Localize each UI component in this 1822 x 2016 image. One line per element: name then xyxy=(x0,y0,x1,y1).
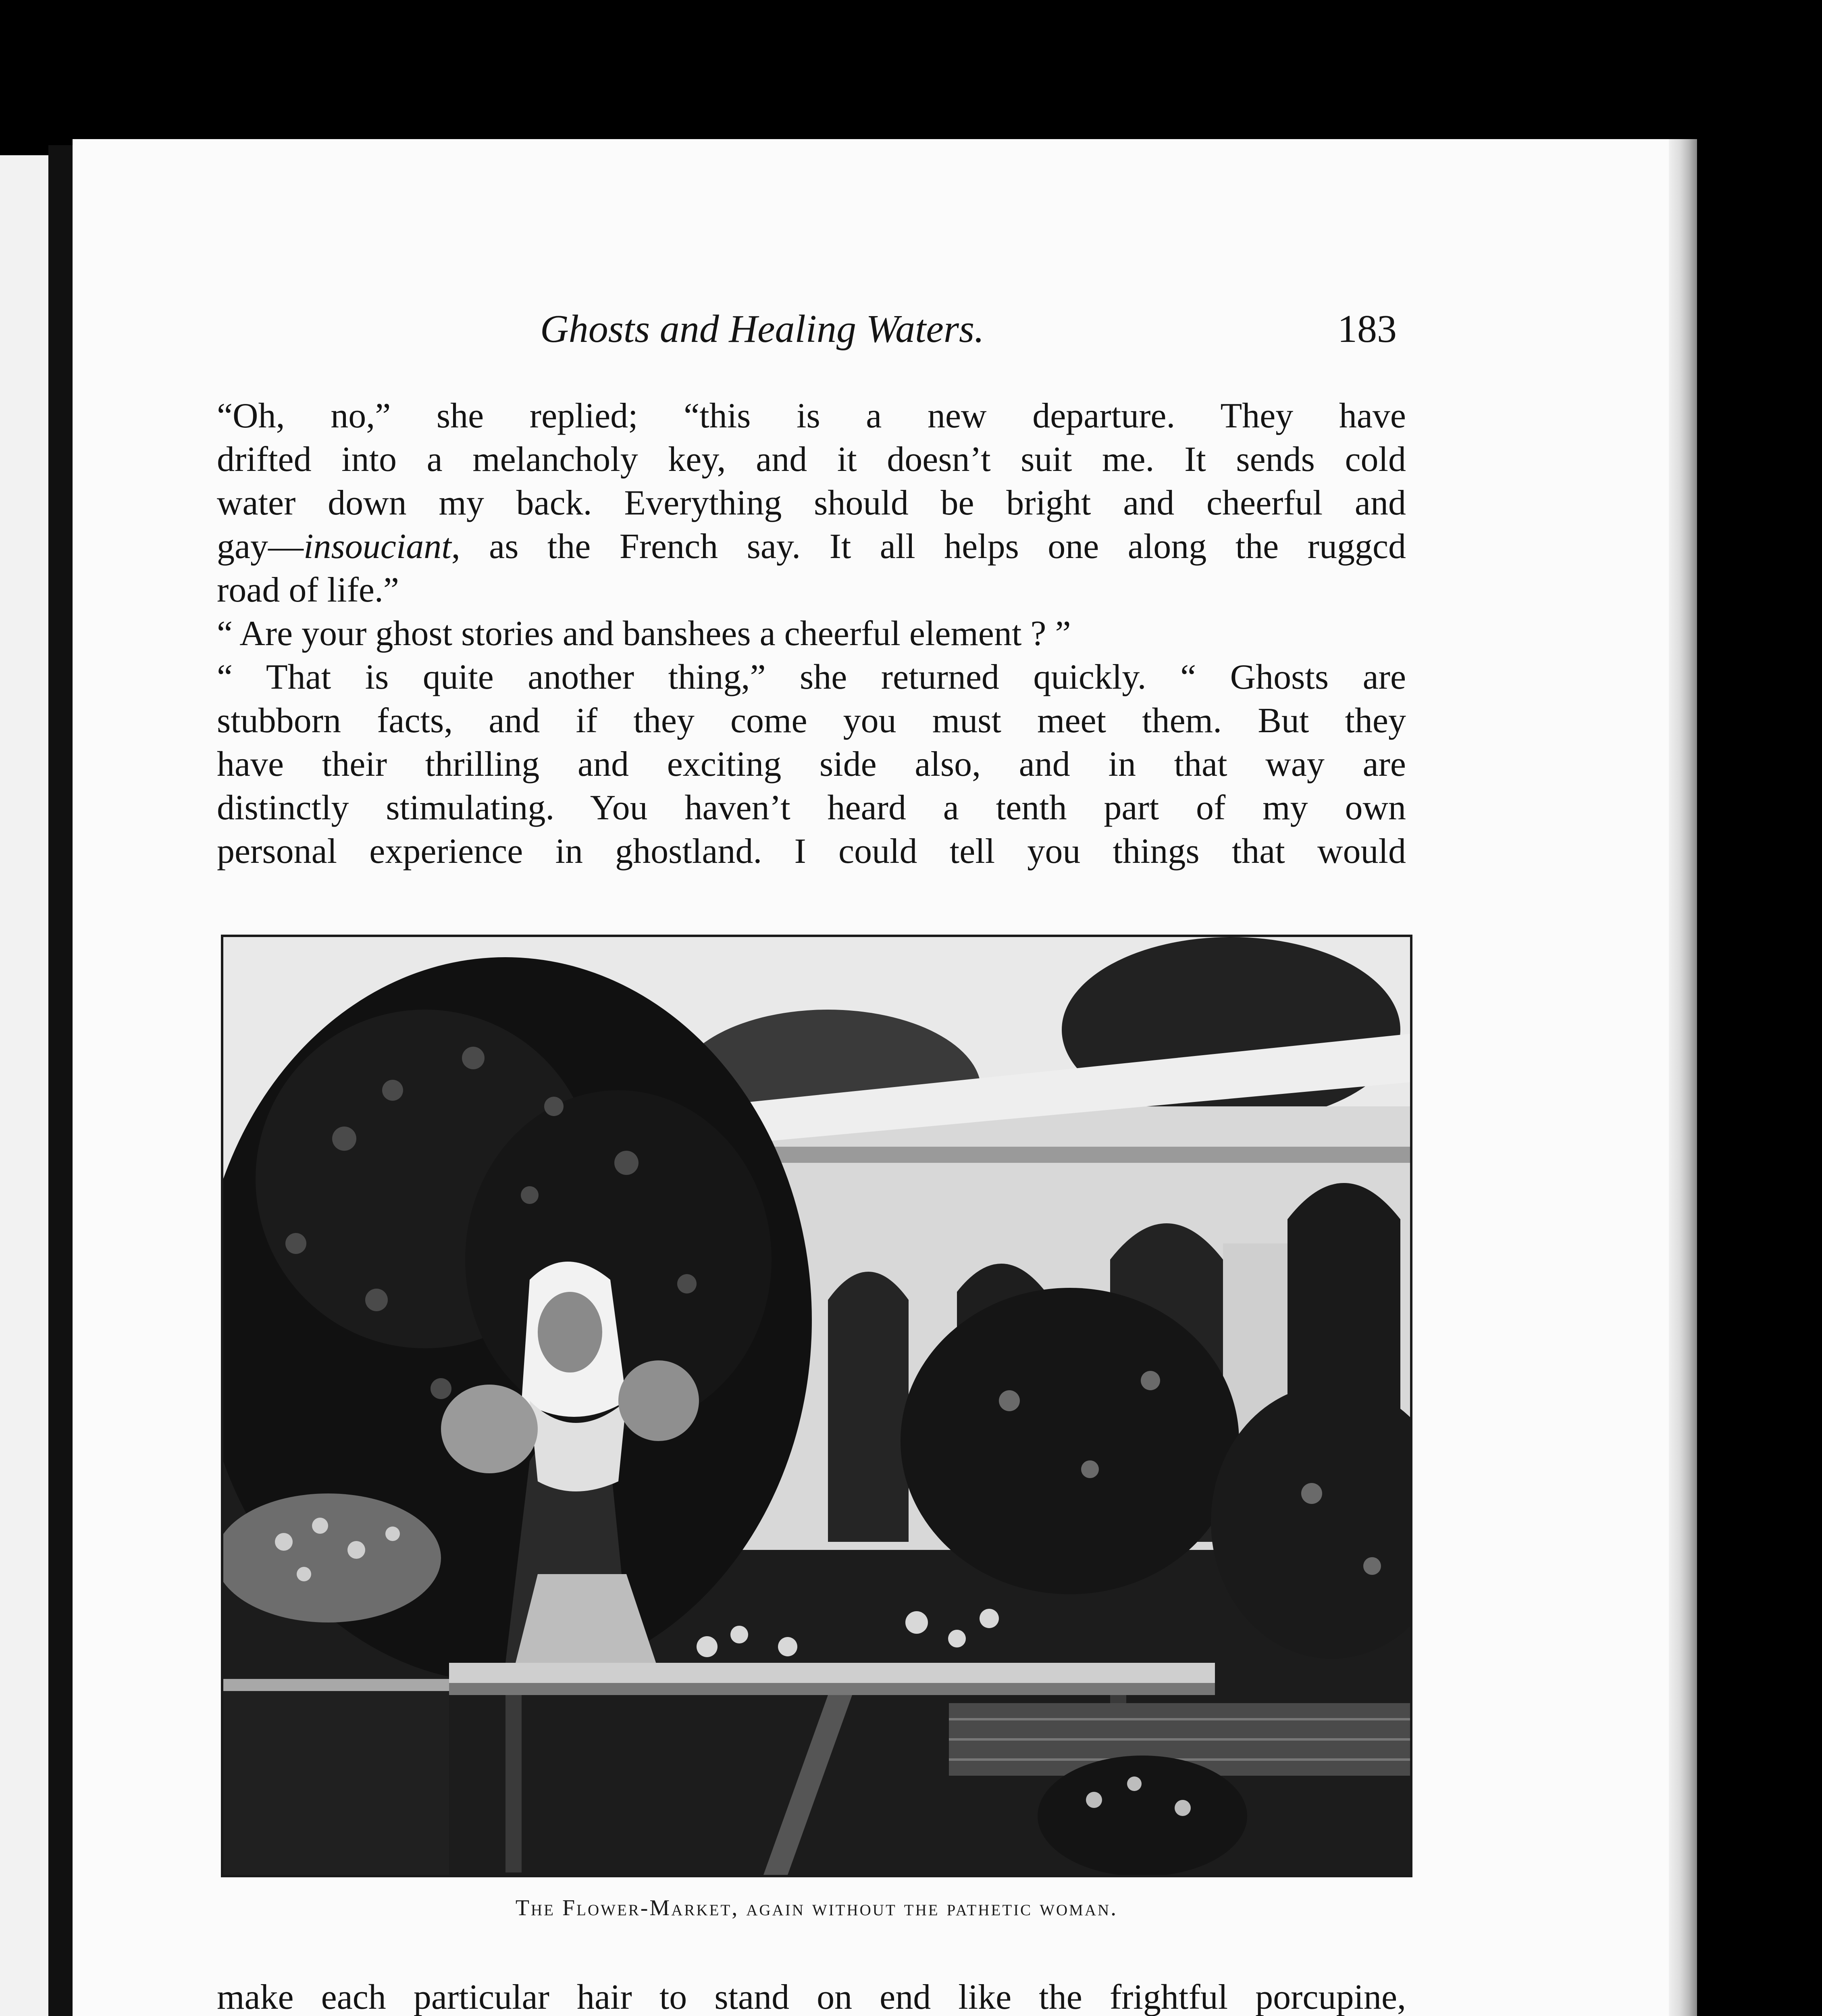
text-line: water down my back. Everything should be bright and cheerful and xyxy=(217,483,1406,523)
book-gutter xyxy=(48,145,73,2016)
previous-page-edge xyxy=(0,155,48,2016)
text-line: make each particular hair to stand on end like the frightful porcupine, xyxy=(217,1978,1406,2016)
text-line: have their thrilling and exciting side also, and in that way are xyxy=(217,745,1406,784)
text-line: personal experience in ghostland. I could tell you things that would xyxy=(217,832,1406,871)
text-line: “ Are your ghost stories and banshees a cheerful element ? ” xyxy=(217,614,1071,653)
text-line: road of life.” xyxy=(217,571,399,610)
text-line: “Oh, no,” she replied; “this is a new departure. They have xyxy=(217,396,1406,435)
text-line: drifted into a melancholy key, and it doesn’t suit me. It sends cold xyxy=(217,440,1406,479)
text-segment: , as the French say. It all helps one along the ruggcd xyxy=(451,527,1406,566)
text-line: “ That is quite another thing,” she returned quickly. “ Ghosts are xyxy=(217,658,1406,697)
page-number: 183 xyxy=(1337,307,1397,351)
italic-word: insouciant xyxy=(304,527,451,566)
text-block-bottom xyxy=(217,1976,1406,2016)
page-edge-shadow xyxy=(1669,139,1697,2016)
text-segment: gay— xyxy=(217,527,304,566)
photo-caption: The Flower-Market, again without the pathetic woman. xyxy=(515,1895,1118,1920)
text-line xyxy=(217,525,1406,569)
text-line: distinctly stimulating. You haven’t heard a tenth part of my own xyxy=(217,788,1406,827)
flower-market-photograph xyxy=(221,935,1412,1877)
text-line: stubborn facts, and if they come you must meet them. But they xyxy=(217,701,1406,740)
text-block-top xyxy=(217,394,1406,873)
running-head: Ghosts and Healing Waters. xyxy=(540,307,984,351)
